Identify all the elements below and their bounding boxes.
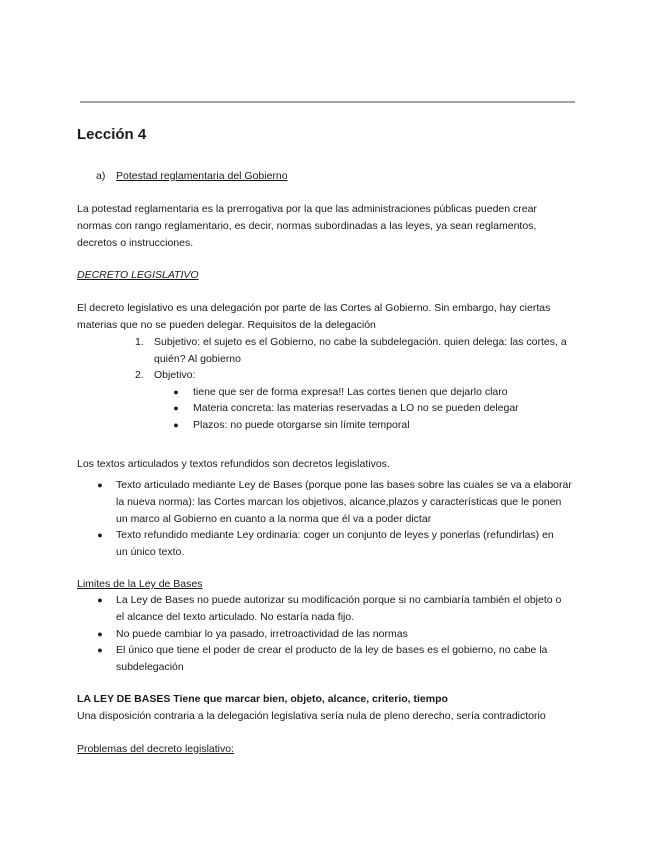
list-item-line: El único que tiene el poder de crear el producto de la ley de bases es el gobierno, no cabe la: [116, 644, 548, 656]
list-marker: 1.: [135, 336, 144, 348]
horizontal-rule: [80, 101, 575, 103]
list-item-line: La Ley de Bases no puede autorizar su modificación porque si no cambiaría también el objeto o: [116, 594, 562, 606]
list-item-line: quién? Al gobierno: [154, 353, 241, 365]
list-item-line: Texto articulado mediante Ley de Bases (porque pone las bases sobre las cuales se va a elaborar: [116, 479, 572, 491]
problemas-heading: Problemas del decreto legislativo:: [77, 743, 234, 755]
list-item-line: Subjetivo: el sujeto es el Gobierno, no cabe la subdelegación. quien delega: las cortes, a: [154, 336, 567, 348]
list-item-line: la nueva norma): las Cortes marcan los objetivos, alcance,plazos y características que le ponen: [116, 496, 562, 508]
bullet-icon: ●: [173, 403, 179, 413]
list-item-line: Plazos: no puede otorgarse sin límite temporal: [193, 419, 410, 431]
bullet-icon: ●: [97, 480, 103, 490]
section-title: Potestad reglamentaria del Gobierno: [116, 170, 288, 182]
list-item-line: subdelegación: [116, 661, 184, 673]
ley-bases-line: Una disposición contraria a la delegación legislativa sería nula de pleno derecho, sería contradictorio: [77, 710, 546, 722]
list-item-line: tiene que ser de forma expresa!! Las cortes tienen que dejarlo claro: [193, 386, 508, 398]
list-item-line: el alcance del texto articulado. No estaría nada fijo.: [116, 611, 355, 623]
list-item-line: un marco al Gobierno en cuanto a la norma que él va a poder dictar: [116, 513, 432, 525]
limites-heading: Limites de la Ley de Bases: [77, 578, 203, 590]
bullet-icon: ●: [97, 629, 103, 639]
textos-intro: Los textos articulados y textos refundidos son decretos legislativos.: [77, 458, 390, 470]
list-item-line: Texto refundido mediante Ley ordinaria: coger un conjunto de leyes y ponerlas (refundirlas) en: [116, 529, 554, 541]
page-title: Lección 4: [77, 126, 147, 143]
text-line: materias que no se pueden delegar. Requisitos de la delegación: [77, 319, 376, 331]
bullet-icon: ●: [97, 530, 103, 540]
section-marker: a): [96, 170, 106, 182]
bullet-icon: ●: [173, 420, 179, 430]
text-line: La potestad reglamentaria es la prerrogativa por la que las administraciones públicas pueden crear: [77, 203, 537, 215]
decreto-heading: DECRETO LEGISLATIVO: [77, 269, 199, 281]
bullet-icon: ●: [97, 645, 103, 655]
list-item-line: No puede cambiar lo ya pasado, irretroactividad de las normas: [116, 628, 408, 640]
text-line: El decreto legislativo es una delegación por parte de las Cortes al Gobierno. Sin embargo, hay ciertas: [77, 302, 551, 314]
list-item-line: Objetivo:: [154, 369, 196, 381]
ley-bases-bold-line: LA LEY DE BASES Tiene que marcar bien, objeto, alcance, criterio, tiempo: [77, 693, 448, 705]
list-item-line: un único texto.: [116, 546, 185, 558]
text-line: normas con rango reglamentario, es decir, normas subordinadas a las leyes, ya sean reglamentos,: [77, 220, 537, 232]
list-marker: 2.: [135, 369, 144, 381]
bullet-icon: ●: [173, 387, 179, 397]
bullet-icon: ●: [97, 595, 103, 605]
list-item-line: Materia concreta: las materias reservadas a LO no se pueden delegar: [193, 402, 519, 414]
text-line: decretos o instrucciones.: [77, 237, 194, 249]
